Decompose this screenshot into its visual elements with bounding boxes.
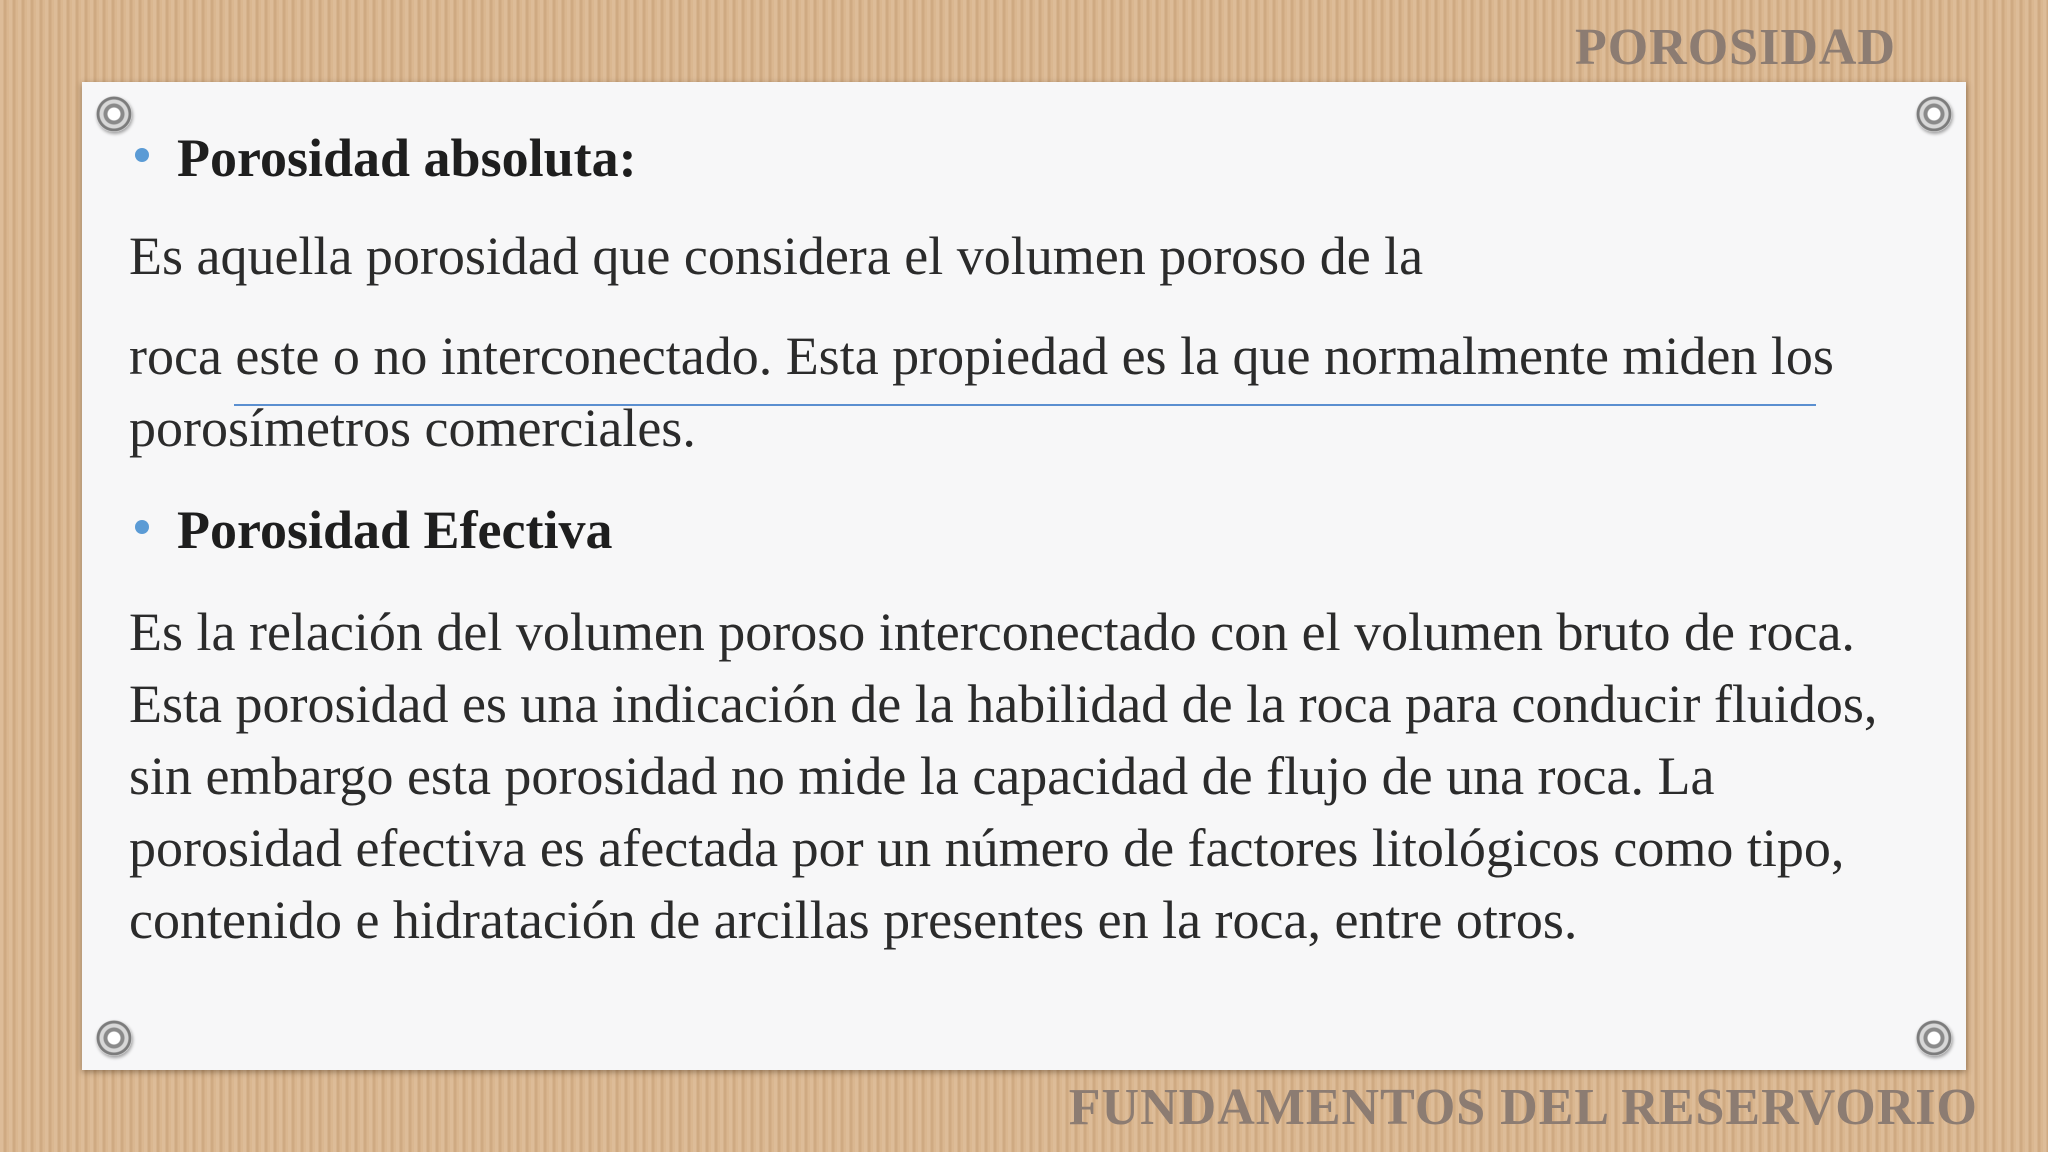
bullet-icon <box>135 148 149 162</box>
slide-content <box>129 122 1929 956</box>
heading-porosidad-absoluta <box>129 122 1929 194</box>
slide-title: POROSIDAD <box>1574 19 1896 76</box>
grommet-icon <box>96 96 132 132</box>
slide-footer: FUNDAMENTOS DEL RESERVORIO <box>1068 1079 1978 1136</box>
paragraph-absoluta-line2: roca este o no interconectado. Esta propiedad es la que normalmente miden los porosímetros comerciales. <box>129 326 1834 458</box>
paragraph-efectiva: Es la relación del volumen poroso interconectado con el volumen bruto de roca. Esta porosidad es una indicación de la habilidad de la roca para conducir fluidos, sin embargo esta porosidad no mide la capacidad de flujo de una roca. La porosidad efectiva es afectada por un número de factores litológicos como tipo, contenido e hidratación de arcillas presentes en la roca, entre otros. <box>129 602 1878 950</box>
bullet-icon <box>135 520 149 534</box>
grommet-icon <box>96 1020 132 1056</box>
heading-porosidad-efectiva <box>129 494 1929 566</box>
heading-text: Porosidad absoluta: <box>177 128 637 188</box>
heading-text: Porosidad Efectiva <box>177 500 613 560</box>
grommet-icon <box>1916 1020 1952 1056</box>
paragraph-absoluta-line1: Es aquella porosidad que considera el volumen poroso de la <box>129 226 1424 286</box>
content-card <box>82 82 1966 1070</box>
